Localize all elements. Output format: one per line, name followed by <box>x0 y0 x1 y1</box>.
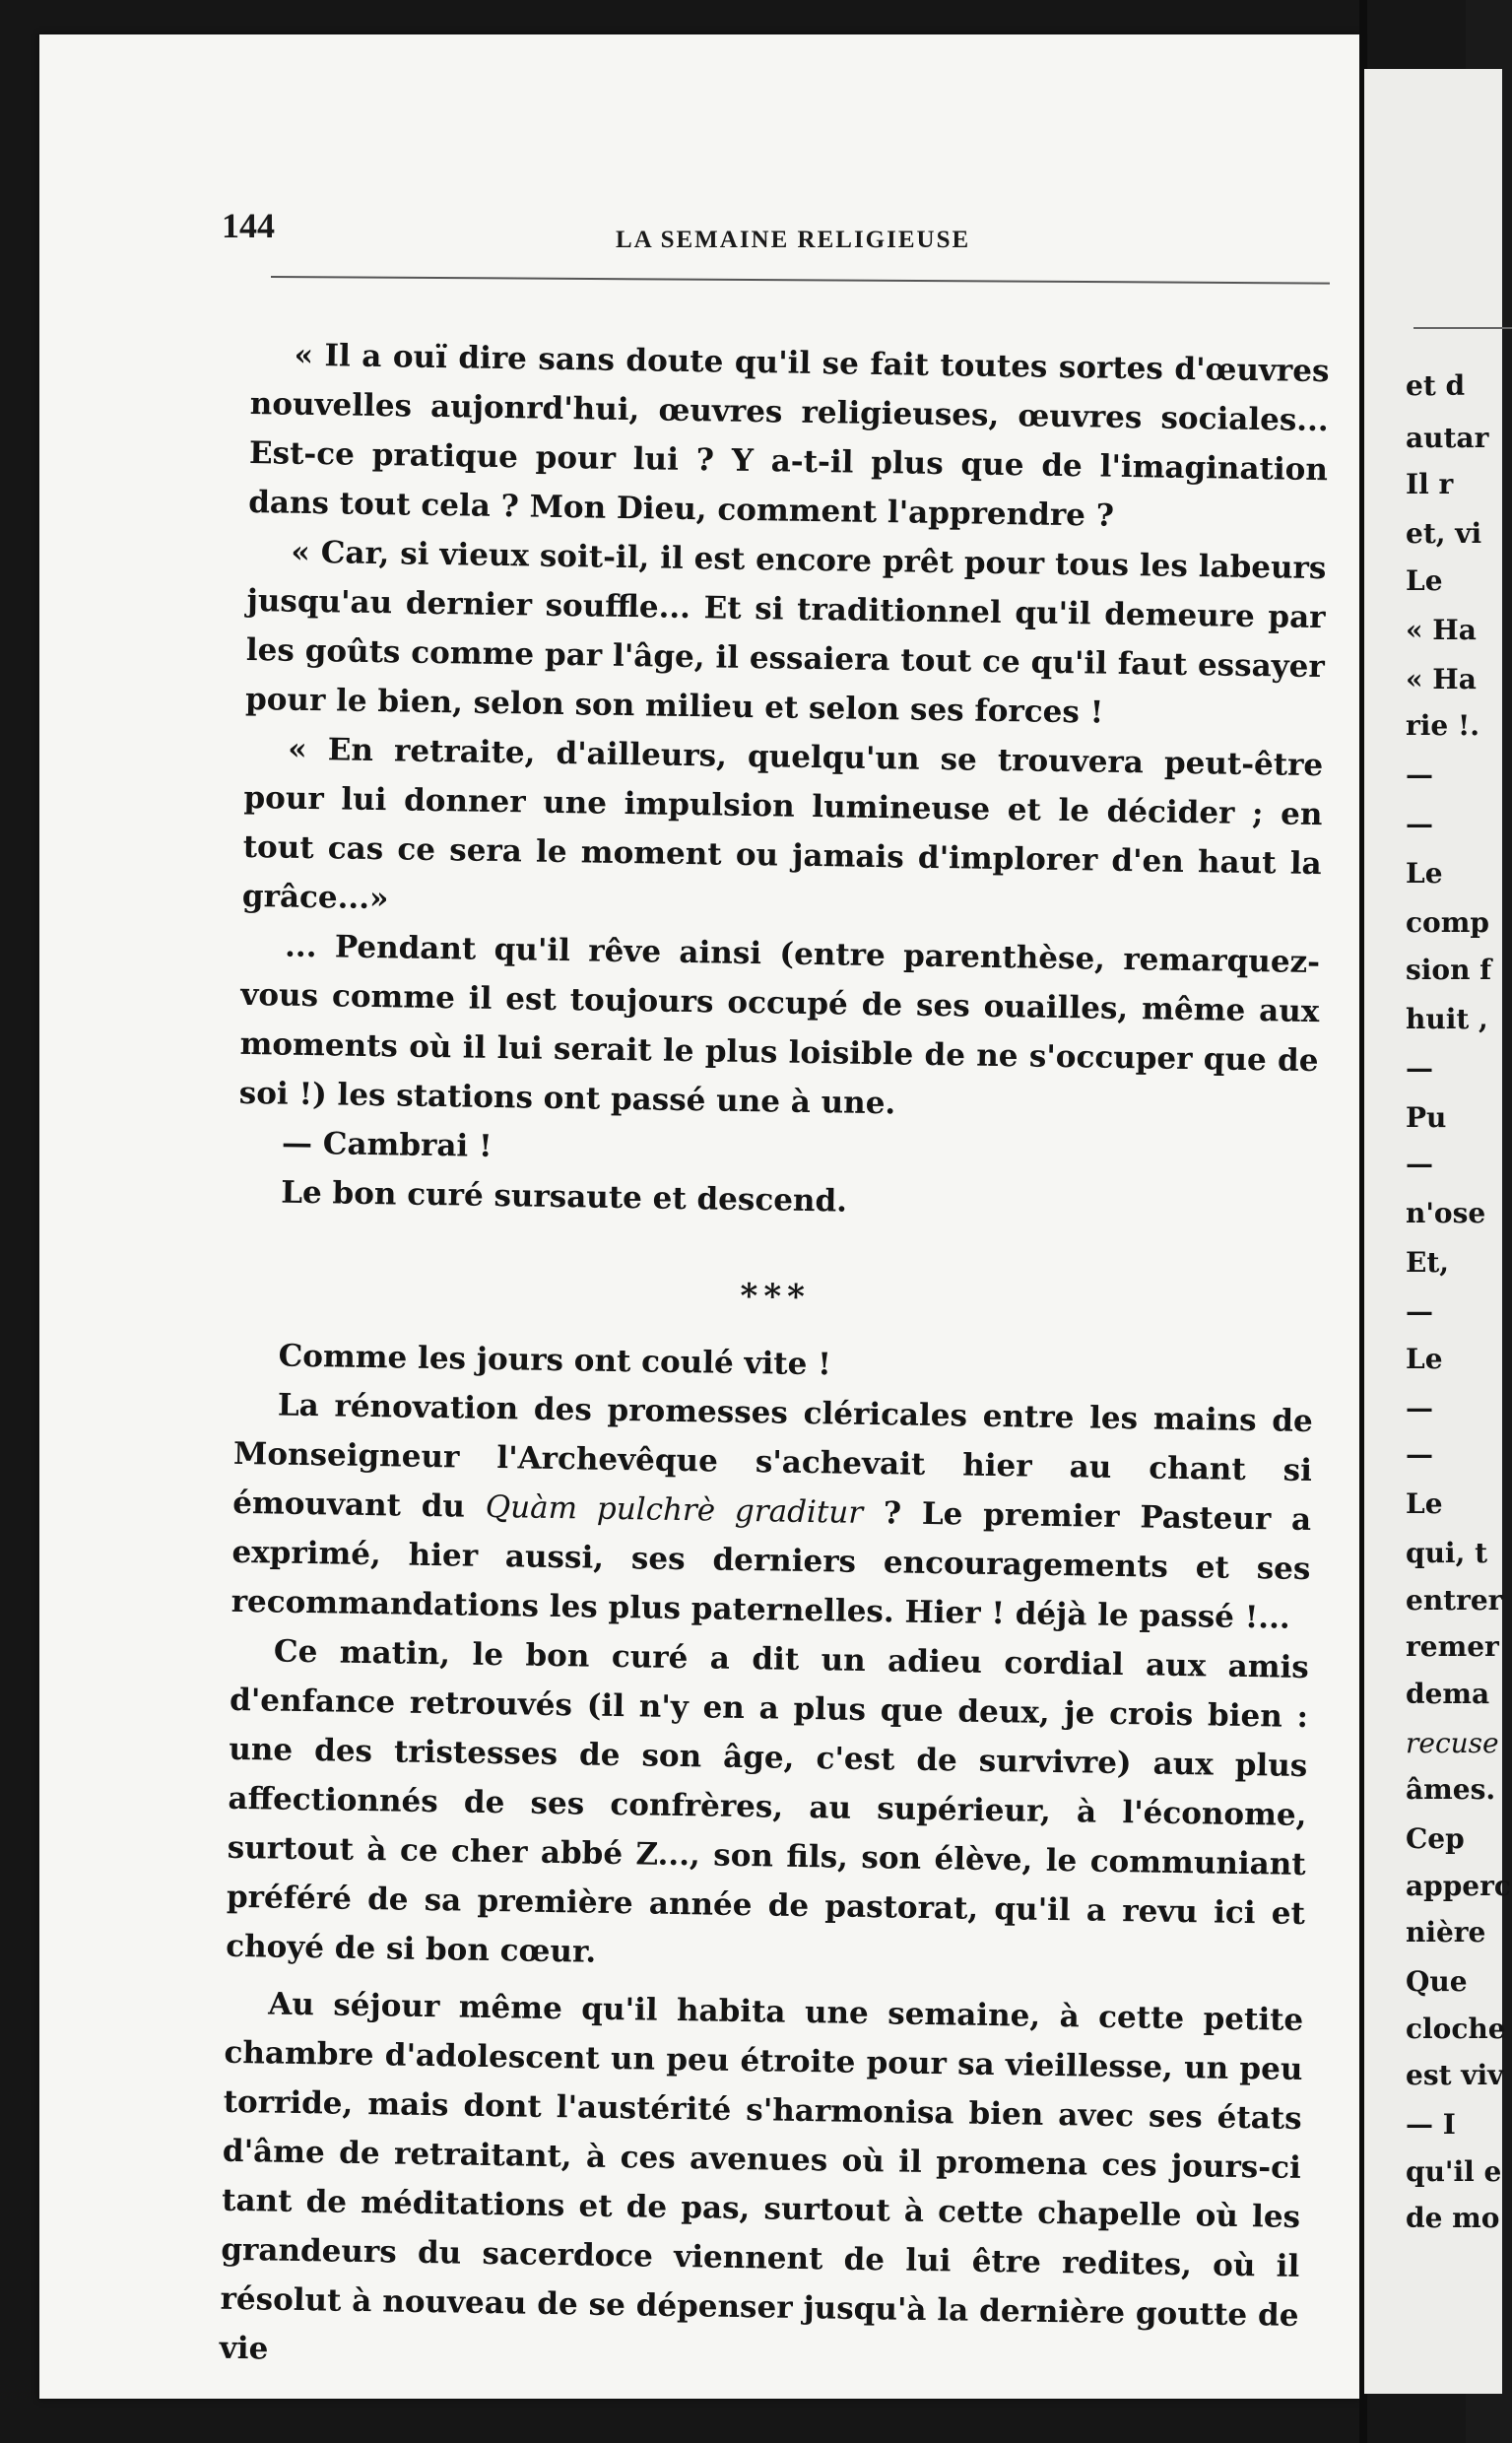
right-page-line: Et, <box>1406 1246 1450 1279</box>
right-page-line: autar <box>1406 422 1489 454</box>
right-page-line: dema <box>1406 1678 1490 1710</box>
paragraph <box>230 1380 1313 1643</box>
right-page-line: — <box>1406 1148 1433 1180</box>
right-page-line: recuse <box>1406 1727 1499 1759</box>
latin-quote: Quàm pulchrè graditur <box>485 1488 864 1531</box>
right-page-line: qui, t <box>1406 1537 1488 1569</box>
right-page-line: Il r <box>1406 468 1454 500</box>
right-page-line: Que <box>1406 1965 1468 1998</box>
right-page-line: — <box>1406 1438 1433 1471</box>
right-page-line: — <box>1406 1052 1433 1085</box>
page-number: 144 <box>222 206 275 245</box>
paragraph: « Car, si vieux soit-il, il est encore prêt pour tous les labeurs jusqu'au dernier souffle... Et si traditionnel qu'il demeure par les goûts comme par l'âge, il essaiera tout ce qu'il faut essayer pour le bien, selon son milieu et selon ses forces ! <box>244 534 1327 731</box>
asterism: *** <box>740 1276 812 1318</box>
right-page-line: et, vi <box>1406 517 1482 550</box>
right-page-line: sion f <box>1406 954 1492 986</box>
right-page-line: huit , <box>1406 1003 1488 1035</box>
right-page-line: — <box>1406 1392 1433 1424</box>
right-page-line: entrer <box>1406 1584 1503 1617</box>
right-page-fragment <box>1364 69 1511 2394</box>
right-page-line: « Ha <box>1406 614 1477 646</box>
right-page-line: Le <box>1406 1487 1443 1520</box>
right-page-line: — <box>1406 759 1433 791</box>
text-run: La rénovation des promesses cléricales entre les mains de Monseigneur l'Archevêque s'achevait hier au chant si émouvant du <box>232 1387 1314 1525</box>
right-page-line: rie !. <box>1406 709 1479 742</box>
right-page-line: âmes. <box>1406 1773 1496 1806</box>
running-head: LA SEMAINE RELIGIEUSE <box>616 227 971 253</box>
paragraph: Le bon curé sursaute et descend. <box>280 1174 848 1220</box>
right-page-line: cloche <box>1406 2013 1506 2045</box>
text-run: ? Le premier Pasteur a exprimé, hier aussi, ses derniers encouragements et ses recommandations les plus paternelles. Hier ! déjà le passé !... <box>230 1495 1312 1636</box>
right-page-rule <box>1413 327 1512 329</box>
body-text <box>219 330 1329 2390</box>
right-page-line: — <box>1406 808 1433 840</box>
right-page-line: Cep <box>1406 1822 1465 1855</box>
right-page-line: Le <box>1406 857 1443 890</box>
paragraph: « En retraite, d'ailleurs, quelqu'un se trouvera peut-être pour lui donner une impulsion lumineuse et le décider ; en tout cas ce sera le moment ou jamais d'implorer d'en haut la grâce...» <box>241 731 1324 917</box>
paragraph: Ce matin, le bon curé a dit un adieu cordial aux amis d'enfance retrouvés (il n'y en a plus que deux, je crois bien : une des tristesses de son âge, c'est de survivre) aux plus affectionnés de ses confrères, au supérieur, à l'économe, surtout à ce cher abbé Z..., son fils, son élève, le communiant préféré de sa première année de pastorat, qu'il a revu ici et choyé de si bon cœur. <box>225 1633 1310 1970</box>
right-page-line: — <box>1406 1295 1433 1328</box>
right-page-line: Pu <box>1406 1101 1447 1134</box>
right-page-line: est viv <box>1406 2059 1504 2091</box>
right-page-line: qu'il e <box>1406 2155 1502 2188</box>
right-page-line: comp <box>1406 906 1489 939</box>
right-page-line: Le <box>1406 1343 1443 1375</box>
paragraph: Comme les jours ont coulé vite ! <box>278 1338 832 1383</box>
right-page-line: remer <box>1406 1630 1499 1663</box>
right-page-line: apperc <box>1406 1870 1511 1902</box>
right-page-line: — I <box>1406 2108 1456 2141</box>
right-page-line: nière <box>1406 1916 1486 1948</box>
right-page-line: n'ose <box>1406 1197 1486 1229</box>
right-page-line: de mo <box>1406 2202 1500 2234</box>
right-page-line: Le <box>1406 564 1443 597</box>
right-page-line: « Ha <box>1406 663 1477 695</box>
paragraph: ... Pendant qu'il rêve ainsi (entre parenthèse, remarquez-vous comme il est toujours occupé de ses ouailles, même aux moments où il lui serait le plus loisible de ne s'occuper que de soi !) les stations ont passé une à une. <box>238 928 1321 1122</box>
right-page-line: et d <box>1406 369 1466 402</box>
paragraph: « Il a ouï dire sans doute qu'il se fait toutes sortes d'œuvres nouvelles aujonrd'hui, œuvres religieuses, œuvres sociales... Est-ce pratique pour lui ? Y a-t-il plus que de l'imagination dans tout cela ? Mon Dieu, comment l'apprendre ? <box>247 337 1330 534</box>
paragraph: — Cambrai ! <box>281 1125 493 1164</box>
paragraph: Au séjour même qu'il habita une semaine, à cette petite chambre d'adolescent un peu étroite pour sa vieillesse, un peu torride, mais dont l'austérité s'harmonisa bien avec ses états d'âme de retraitant, à ces avenues où il promena ces jours-ci tant de méditations et de pas, surtout à cette chapelle où les grandeurs du sacerdoce viennent de lui être redites, où il résolut à nouveau de se dépenser jusqu'à la dernière goutte de vie <box>219 1986 1304 2367</box>
